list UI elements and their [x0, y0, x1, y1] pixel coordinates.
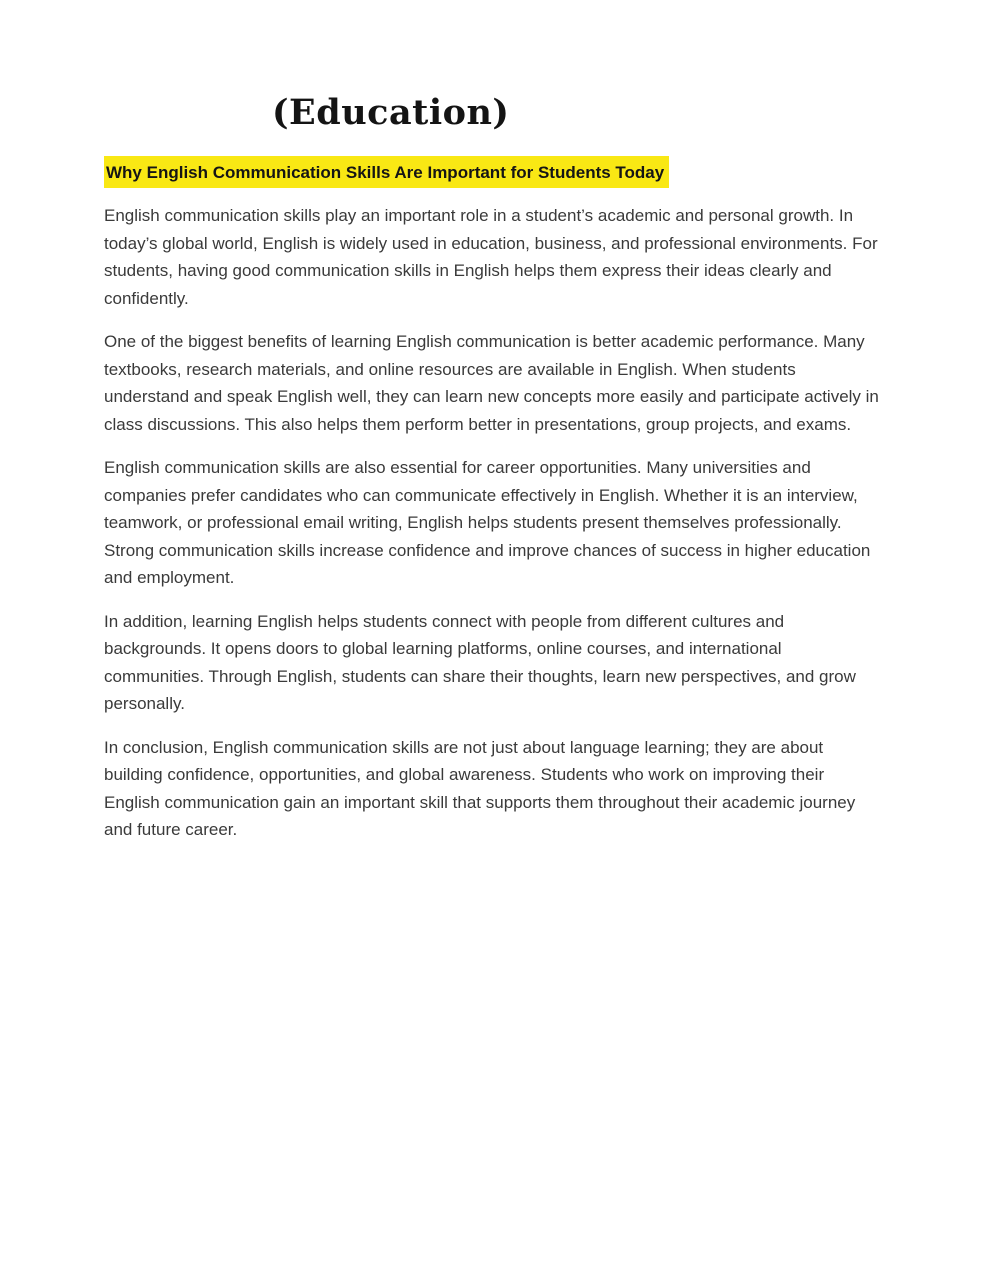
paragraph-conclusion: In conclusion, English communication skills are not just about language learning; they are about building confidence, opportunities, and global awareness. Students who work on improving their English communication gain an important skill that supports them throughout their academic journey and future career.	[104, 737, 856, 839]
document-heading	[104, 156, 880, 188]
paragraph-career-opportunities: English communication skills are also essential for career opportunities. Many universities and companies prefer candidates who can communicate effectively in English. Whether it is an interview, teamwork, or professional email writing, English helps students present themselves professionally. Strong communication skills increase confidence and improve chances of success in higher education and employment.	[104, 458, 871, 587]
paragraph-intro: English communication skills play an important role in a student’s academic and personal growth. In today’s global world, English is widely used in education, business, and professional environments. For students, having good communication skills in English helps them express their ideas clearly and confidently.	[104, 206, 878, 308]
highlighted-heading-text: Why English Communication Skills Are Important for Students Today	[104, 156, 669, 188]
paragraph-global-connection: In addition, learning English helps students connect with people from different cultures and backgrounds. It opens doors to global learning platforms, online courses, and international communities. Through English, students can share their thoughts, learn new perspectives, and grow personally.	[104, 611, 856, 713]
paragraph-academic-performance: One of the biggest benefits of learning English communication is better academic performance. Many textbooks, research materials, and online resources are available in English. When students understand and speak English well, they can learn new concepts more easily and participate actively in class discussions. This also helps them perform better in presentations, group projects, and exams.	[104, 332, 879, 434]
document-title: (Education)	[272, 92, 510, 133]
